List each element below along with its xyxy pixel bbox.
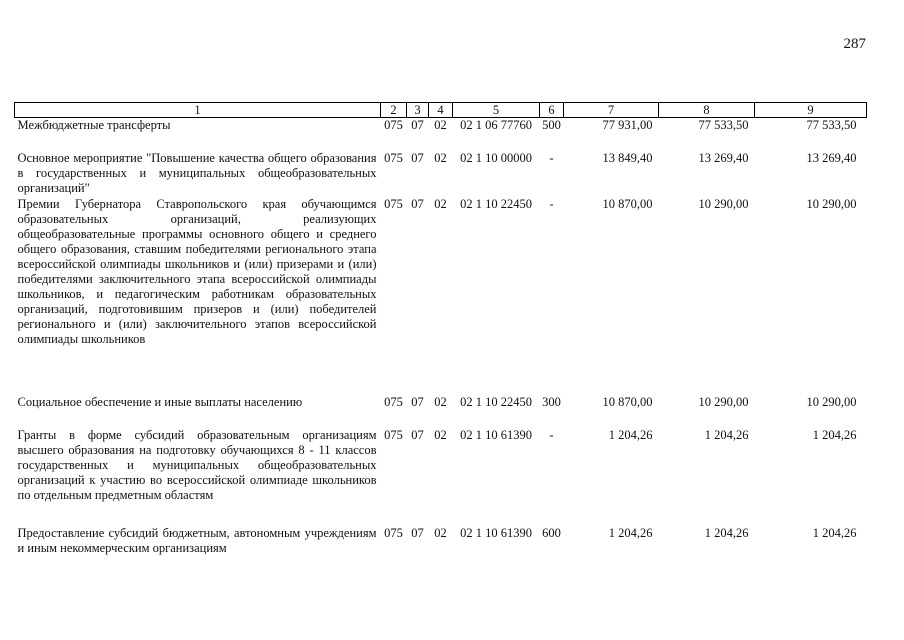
row-rz: 07 xyxy=(411,150,424,165)
row-value-7: 1 204,26 xyxy=(608,427,653,442)
row-rz: 07 xyxy=(411,394,424,409)
row-vr: 600 xyxy=(542,525,561,540)
row-value-8: 10 290,00 xyxy=(698,196,749,211)
col-header-1: 1 xyxy=(15,103,381,118)
row-csr: 02 1 10 61390 xyxy=(460,427,532,442)
row-value-9: 13 269,40 xyxy=(806,150,857,165)
row-vr: 300 xyxy=(542,394,561,409)
row-pr: 02 xyxy=(434,525,447,540)
row-vr: - xyxy=(549,427,554,442)
col-header-5: 5 xyxy=(453,103,540,118)
col-header-9: 9 xyxy=(755,103,867,118)
row-rz: 07 xyxy=(411,196,424,211)
row-value-7: 77 931,00 xyxy=(602,118,653,132)
row-value-7: 1 204,26 xyxy=(608,525,653,540)
row-vr: 500 xyxy=(542,118,561,132)
row-pr: 02 xyxy=(434,196,447,211)
row-value-9: 10 290,00 xyxy=(806,196,857,211)
col-header-4: 4 xyxy=(429,103,453,118)
header-row xyxy=(15,103,867,118)
col-header-7: 7 xyxy=(564,103,659,118)
col-header-8: 8 xyxy=(659,103,755,118)
row-name: Основное мероприятие "Повышение качества общего образования в государственных и муниципальных общеобразовательных организаций" xyxy=(17,150,377,195)
row-pr: 02 xyxy=(434,427,447,442)
table-row xyxy=(15,395,867,428)
table-row xyxy=(15,428,867,526)
row-value-7: 10 870,00 xyxy=(602,196,653,211)
row-value-8: 1 204,26 xyxy=(704,427,749,442)
row-rz: 07 xyxy=(411,118,424,132)
row-adm: 075 xyxy=(384,196,403,211)
row-vr: - xyxy=(549,150,554,165)
row-pr: 02 xyxy=(434,118,447,132)
table-row xyxy=(15,151,867,197)
row-value-9: 1 204,26 xyxy=(812,525,857,540)
row-value-8: 10 290,00 xyxy=(698,394,749,409)
col-header-3: 3 xyxy=(407,103,429,118)
row-value-7: 10 870,00 xyxy=(602,394,653,409)
col-header-2: 2 xyxy=(381,103,407,118)
row-value-9: 1 204,26 xyxy=(812,427,857,442)
row-value-8: 1 204,26 xyxy=(704,525,749,540)
row-vr: - xyxy=(549,196,554,211)
row-rz: 07 xyxy=(411,427,424,442)
row-value-8: 77 533,50 xyxy=(698,118,749,132)
row-value-9: 10 290,00 xyxy=(806,394,857,409)
row-csr: 02 1 06 77760 xyxy=(460,118,532,132)
row-value-7: 13 849,40 xyxy=(602,150,653,165)
row-adm: 075 xyxy=(384,118,403,132)
page-number: 287 xyxy=(843,36,866,52)
table-row xyxy=(15,197,867,395)
budget-table xyxy=(14,102,867,560)
row-adm: 075 xyxy=(384,150,403,165)
row-name: Социальное обеспечение и иные выплаты населению xyxy=(17,394,303,409)
row-name: Премии Губернатора Ставропольского края обучающимся образовательных организаций, реализующих общеобразовательные программы основного общего и среднего общего образования, ставшим победителями регионального этапа всероссийской олимпиады школьников и (или) призерами и (или) победителями заключительного этапа всероссийской олимпиады школьников, и педагогическим работникам образовательных организаций, подготовившим призеров и (или) победителей регионального и (или) заключительного этапов всероссийской олимпиады школьников xyxy=(17,196,377,346)
row-csr: 02 1 10 61390 xyxy=(460,525,532,540)
row-value-8: 13 269,40 xyxy=(698,150,749,165)
row-csr: 02 1 10 22450 xyxy=(460,196,532,211)
row-name: Предоставление субсидий бюджетным, автономным учреждениям и иным некоммерческим организациям xyxy=(17,525,377,555)
row-value-9: 77 533,50 xyxy=(806,118,857,132)
row-csr: 02 1 10 00000 xyxy=(460,150,532,165)
row-adm: 075 xyxy=(384,427,403,442)
row-adm: 075 xyxy=(384,394,403,409)
row-adm: 075 xyxy=(384,525,403,540)
col-header-6: 6 xyxy=(540,103,564,118)
row-name: Межбюджетные трансферты xyxy=(17,118,171,132)
row-csr: 02 1 10 22450 xyxy=(460,394,532,409)
row-pr: 02 xyxy=(434,394,447,409)
row-pr: 02 xyxy=(434,150,447,165)
table-row xyxy=(15,118,867,151)
row-name: Гранты в форме субсидий образовательным организациям высшего образования на подготовку обучающихся 8 - 11 классов государственных и муниципальных общеобразовательных организаций к участию во всероссийской олимпиаде школьников по отдельным предметным областям xyxy=(17,427,377,502)
row-rz: 07 xyxy=(411,525,424,540)
table-row xyxy=(15,526,867,560)
